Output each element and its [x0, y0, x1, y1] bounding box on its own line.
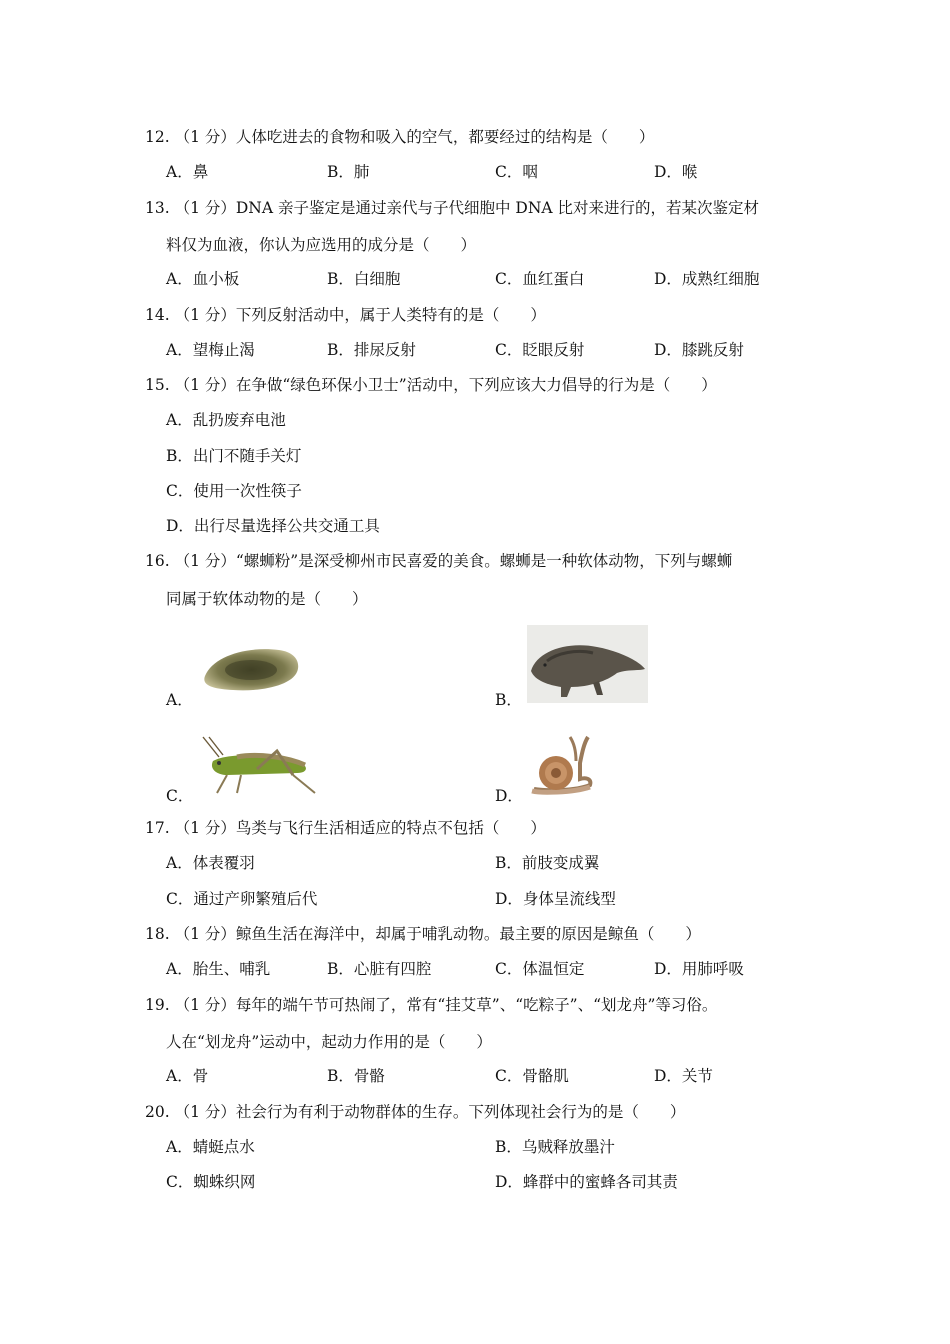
option-a: A．胎生、哺乳 — [166, 960, 271, 978]
option-d: D． — [495, 787, 523, 805]
option-c: C．通过产卵繁殖后代 — [166, 890, 318, 908]
question-number: 15. — [145, 376, 170, 394]
option-c: C． — [166, 787, 194, 805]
option-d: D．身体呈流线型 — [495, 890, 616, 908]
option-d: D．成熟红细胞 — [654, 270, 760, 288]
question-14 — [145, 305, 546, 325]
question-text: （1 分）下列反射活动中，属于人类特有的是（ ） — [174, 306, 546, 324]
question-number: 16. — [145, 552, 170, 570]
question-18 — [145, 924, 701, 944]
option-a: A．乱扔废弃电池 — [166, 411, 286, 429]
question-text: （1 分）每年的端午节可热闹了，常有“挂艾草”、“吃粽子”、“划龙舟”等习俗。 — [174, 996, 718, 1014]
question-number: 13. — [145, 199, 170, 217]
question-text: （1 分）在争做“绿色环保小卫士”活动中，下列应该大力倡导的行为是（ ） — [174, 376, 717, 394]
question-text: （1 分）社会行为有利于动物群体的生存。下列体现社会行为的是（ ） — [174, 1103, 686, 1121]
option-b: B．出门不随手关灯 — [166, 447, 302, 465]
question-number: 12. — [145, 128, 170, 146]
option-b: B．心脏有四腔 — [327, 960, 432, 978]
question-text-continued: 人在“划龙舟”运动中，起动力作用的是（ ） — [166, 1033, 492, 1051]
option-a: A．鼻 — [166, 163, 209, 181]
option-c: C．蜘蛛织网 — [166, 1173, 256, 1191]
question-text: （1 分）鲸鱼生活在海洋中，却属于哺乳动物。最主要的原因是鲸鱼（ ） — [174, 925, 701, 943]
option-a: A．骨 — [166, 1067, 209, 1085]
giant-salamander-image — [527, 625, 648, 703]
question-12 — [145, 127, 654, 147]
option-c: C．体温恒定 — [495, 960, 585, 978]
question-text-continued: 料仅为血液，你认为应选用的成分是（ ） — [166, 236, 477, 254]
option-b: B．肺 — [327, 163, 370, 181]
leech-image — [199, 632, 304, 704]
question-19 — [145, 995, 717, 1015]
question-16 — [145, 551, 732, 571]
question-number: 17. — [145, 819, 170, 837]
option-b: B．骨骼 — [327, 1067, 385, 1085]
snail-image — [526, 733, 598, 797]
option-a: A．蜻蜓点水 — [166, 1138, 255, 1156]
question-text: （1 分）“螺蛳粉”是深受柳州市民喜爱的美食。螺蛳是一种软体动物，下列与螺蛳 — [174, 552, 733, 570]
question-number: 14. — [145, 306, 170, 324]
option-c: C．咽 — [495, 163, 538, 181]
option-d: D．喉 — [654, 163, 698, 181]
option-a: A．血小板 — [166, 270, 240, 288]
option-b: B．排尿反射 — [327, 341, 416, 359]
option-d: D．出行尽量选择公共交通工具 — [166, 517, 380, 535]
question-17 — [145, 818, 546, 838]
option-a: A．体表覆羽 — [166, 854, 255, 872]
option-d: D．关节 — [654, 1067, 713, 1085]
option-d: D．膝跳反射 — [654, 341, 744, 359]
option-b: B． — [495, 691, 522, 709]
option-b: B．前肢变成翼 — [495, 854, 600, 872]
question-15 — [145, 375, 717, 395]
option-a: A．望梅止渴 — [166, 341, 255, 359]
question-20 — [145, 1102, 685, 1122]
option-c: C．骨骼肌 — [495, 1067, 569, 1085]
question-text-continued: 同属于软体动物的是（ ） — [166, 590, 368, 608]
question-13 — [145, 198, 759, 218]
grasshopper-image — [197, 735, 326, 797]
option-c: C．血红蛋白 — [495, 270, 585, 288]
question-number: 19. — [145, 996, 170, 1014]
question-text: （1 分）人体吃进去的食物和吸入的空气，都要经过的结构是（ ） — [174, 128, 655, 146]
option-d: D．蜂群中的蜜蜂各司其责 — [495, 1173, 678, 1191]
question-text: （1 分）DNA 亲子鉴定是通过亲代与子代细胞中 DNA 比对来进行的，若某次鉴定材 — [174, 199, 760, 217]
question-number: 18. — [145, 925, 170, 943]
option-c: C．眨眼反射 — [495, 341, 585, 359]
question-number: 20. — [145, 1103, 170, 1121]
option-b: B．乌贼释放墨汁 — [495, 1138, 615, 1156]
option-b: B．白细胞 — [327, 270, 401, 288]
option-d: D．用肺呼吸 — [654, 960, 744, 978]
option-c: C．使用一次性筷子 — [166, 482, 302, 500]
option-a: A． — [166, 691, 193, 709]
question-text: （1 分）鸟类与飞行生活相适应的特点不包括（ ） — [174, 819, 546, 837]
